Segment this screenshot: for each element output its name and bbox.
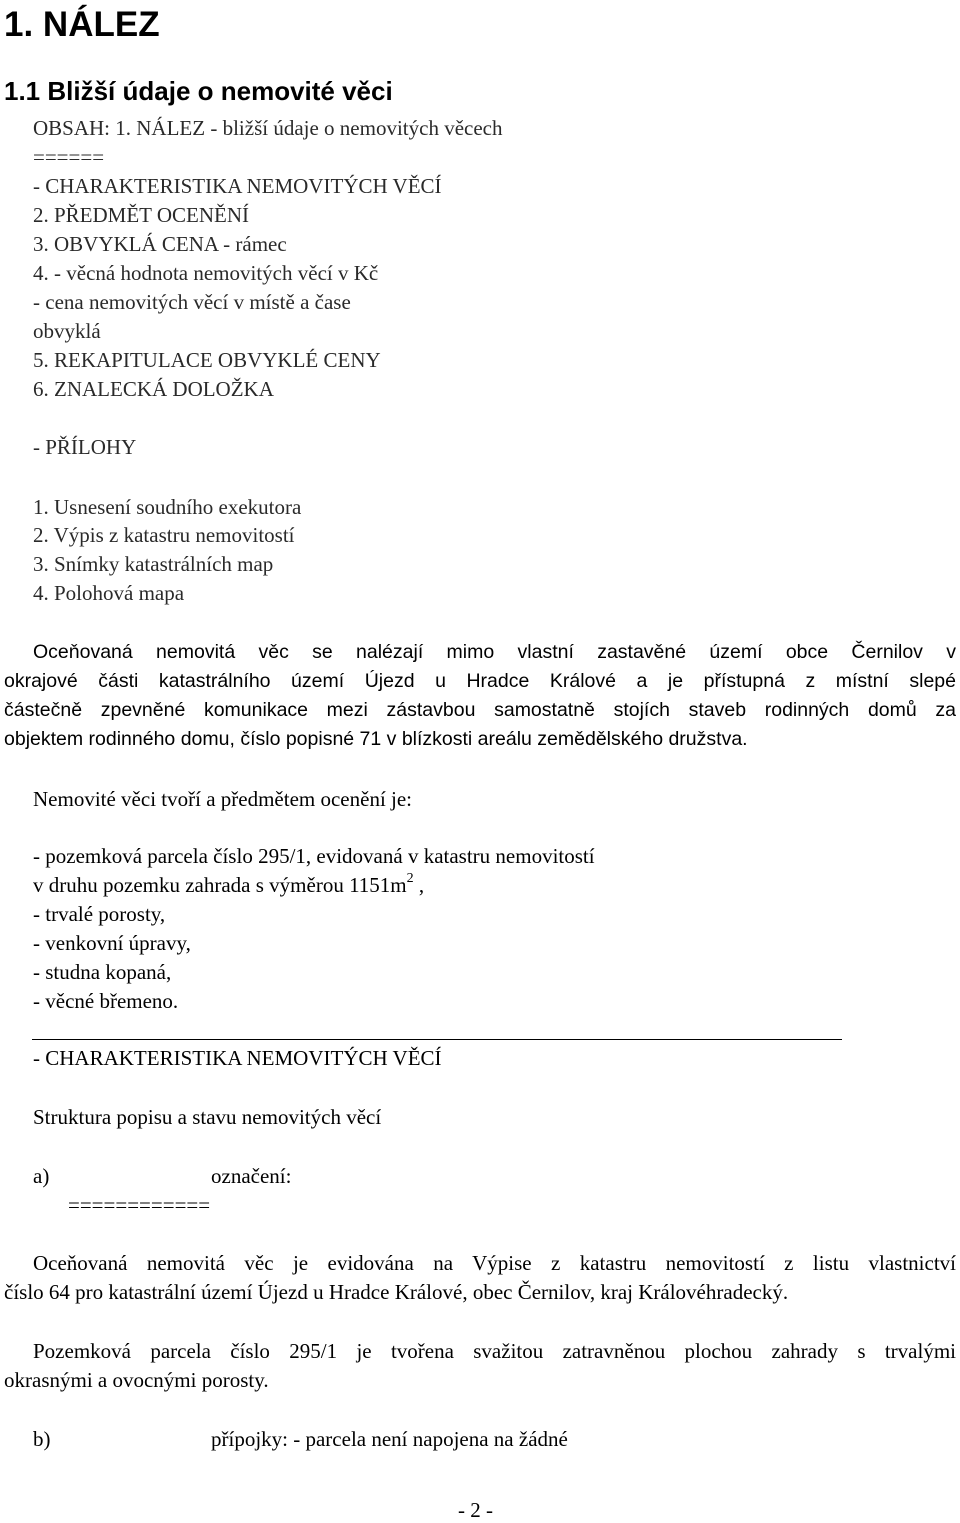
attachment-item: 2. Výpis z katastru nemovitostí [33, 523, 295, 547]
paragraph-line: Oceňovaná nemovitá věc je evidována na Výpise z katastru nemovitostí z listu vlastnictví [33, 1251, 956, 1275]
section-a-letter: a) [33, 1164, 50, 1188]
page-number: - 2 - [458, 1498, 493, 1522]
page-heading: 1. NÁLEZ [4, 5, 160, 44]
registry-paragraph [4, 1249, 956, 1307]
paragraph-line: okrasnými a ovocnými porosty. [4, 1368, 269, 1392]
subject-item: - pozemková parcela číslo 295/1, evidovaná v katastru nemovitostí [33, 844, 595, 868]
subject-item [33, 872, 424, 898]
toc-line: 2. PŘEDMĚT OCENĚNÍ [33, 203, 250, 227]
toc-line: OBSAH: 1. NÁLEZ - bližší údaje o nemovitých věcech [33, 116, 503, 140]
paragraph-line: číslo 64 pro katastrální území Újezd u Hradce Králové, obec Černilov, kraj Královéhradecký. [4, 1280, 789, 1304]
attachment-item: 1. Usnesení soudního exekutora [33, 495, 302, 519]
toc-line: 4. - věcná hodnota nemovitých věcí v Kč [33, 261, 379, 285]
toc-line: ====== [33, 145, 105, 169]
section-a-underline: ============ [68, 1193, 211, 1217]
subject-item: - trvalé porosty, [33, 902, 166, 926]
toc-line: 6. ZNALECKÁ DOLOŽKA [33, 377, 274, 401]
toc-line: - cena nemovitých věcí v místě a čase [33, 290, 351, 314]
section-a-label: označení: [211, 1164, 292, 1188]
paragraph-line: Oceňovaná nemovitá věc se nalézají mimo vlastní zastavěné území obce Černilov v [33, 641, 956, 663]
characteristics-title: - CHARAKTERISTIKA NEMOVITÝCH VĚCÍ [33, 1046, 442, 1070]
subject-intro: Nemovité věci tvoří a předmětem ocenění je: [33, 787, 413, 811]
toc-line: obvyklá [33, 319, 101, 343]
paragraph-line: objektem rodinného domu, číslo popisné 71 v blízkosti areálu zemědělského družstva. [4, 728, 748, 750]
toc-line: 5. REKAPITULACE OBVYKLÉ CENY [33, 348, 381, 372]
area-unit-superscript: 2 [406, 871, 414, 886]
structure-title: Struktura popisu a stavu nemovitých věcí [33, 1105, 382, 1129]
subject-item: - venkovní úpravy, [33, 931, 191, 955]
parcel-area-tail: , [413, 873, 425, 897]
subject-item: - studna kopaná, [33, 960, 172, 984]
section-subheading: 1.1 Bližší údaje o nemovité věci [4, 76, 393, 106]
section-b-label: přípojky: - parcela není napojena na žádné [211, 1427, 568, 1451]
paragraph-line: částečně zpevněné komunikace mezi zástavbou samostatně stojích staveb rodinných domů za [4, 699, 956, 721]
attachment-item: 4. Polohová mapa [33, 581, 185, 605]
attachment-item: 3. Snímky katastrálních map [33, 552, 274, 576]
subject-item: - věcné břemeno. [33, 989, 179, 1013]
parcel-paragraph [4, 1337, 956, 1395]
toc-line: - CHARAKTERISTIKA NEMOVITÝCH VĚCÍ [33, 174, 442, 198]
attachments-title: - PŘÍLOHY [33, 435, 137, 459]
section-divider [32, 1039, 842, 1040]
section-b-letter: b) [33, 1427, 51, 1451]
toc-line: 3. OBVYKLÁ CENA - rámec [33, 232, 287, 256]
paragraph-line: Pozemková parcela číslo 295/1 je tvořena svažitou zatravněnou plochou zahrady s trvalými [33, 1339, 956, 1363]
location-paragraph [4, 638, 956, 754]
parcel-area-text: v druhu pozemku zahrada s výměrou 1151m [33, 873, 407, 897]
paragraph-line: okrajové části katastrálního území Újezd u Hradce Králové a je přístupná z místní slepé [4, 670, 956, 692]
